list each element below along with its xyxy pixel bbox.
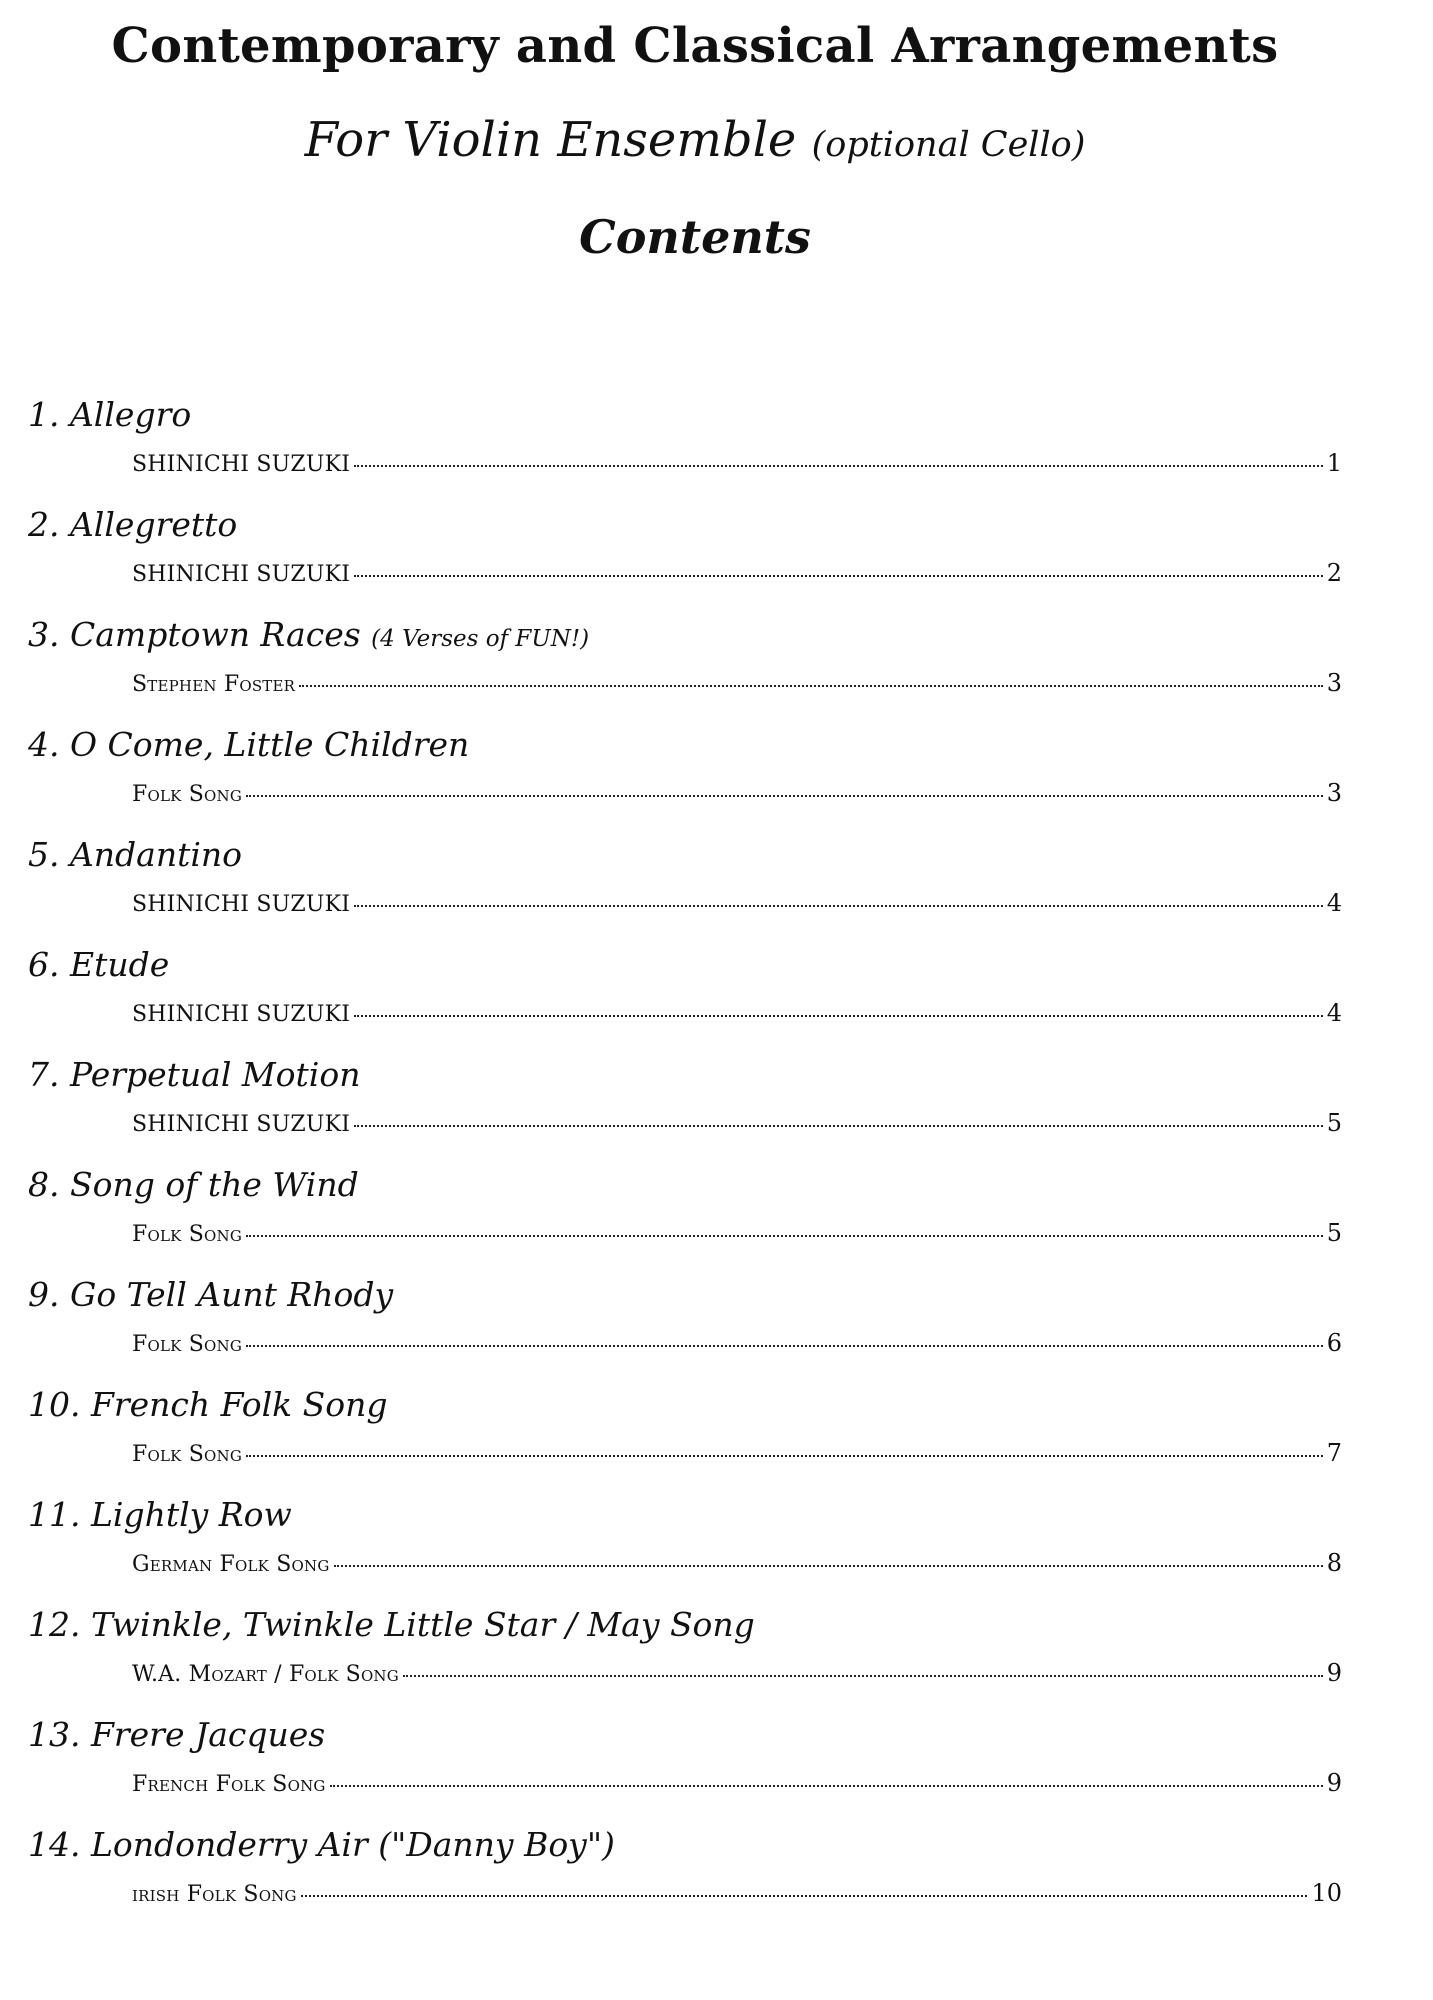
table-of-contents [28,395,1358,1935]
toc-title-text: 13. Frere Jacques [28,1715,326,1754]
dot-leader [299,685,1323,687]
toc-entry-title [28,615,589,654]
dot-leader [354,465,1323,467]
toc-entry-title [28,1825,615,1864]
dot-leader [403,1675,1323,1677]
toc-entry-line [132,1879,1342,1907]
toc-title-text: 10. French Folk Song [28,1385,388,1424]
toc-page-number: 3 [1326,669,1342,697]
toc-composer: SHINICHI SUZUKI [132,892,351,917]
toc-entry-title [28,1055,360,1094]
toc-entry-title [28,835,242,874]
toc-title-text: 2. Allegretto [28,505,238,544]
dot-leader [246,1345,1323,1347]
toc-entry-title [28,1385,388,1424]
toc-entry [28,1385,1358,1495]
toc-entry-line [132,559,1342,587]
toc-entry [28,615,1358,725]
toc-page-number: 9 [1326,1769,1342,1797]
toc-page-number: 5 [1326,1219,1342,1247]
toc-title-text: 8. Song of the Wind [28,1165,359,1204]
toc-entry-line [132,889,1342,917]
toc-composer: SHINICHI SUZUKI [132,562,351,587]
toc-entry-line [132,1219,1342,1247]
dot-leader [246,1455,1323,1457]
toc-composer: irish Folk Song [132,1882,297,1907]
toc-page-number: 6 [1326,1329,1342,1357]
toc-page-number: 7 [1326,1439,1342,1467]
toc-entry [28,725,1358,835]
toc-composer: French Folk Song [132,1772,326,1797]
toc-composer: SHINICHI SUZUKI [132,1112,351,1137]
toc-composer: Stephen Foster [132,672,296,697]
toc-entry [28,1165,1358,1275]
dot-leader [246,795,1323,797]
toc-entry-title [28,1605,755,1644]
toc-entry [28,835,1358,945]
toc-composer: Folk Song [132,1442,242,1467]
toc-entry-line [132,1439,1342,1467]
dot-leader [354,575,1323,577]
dot-leader [354,1015,1323,1017]
toc-entry-line [132,669,1342,697]
toc-composer: German Folk Song [132,1552,330,1577]
toc-page-number: 3 [1326,779,1342,807]
toc-page-number: 2 [1326,559,1342,587]
toc-entry-line [132,779,1342,807]
toc-entry-title [28,725,469,764]
toc-page-number: 8 [1326,1549,1342,1577]
toc-entry-line [132,1549,1342,1577]
toc-composer: Folk Song [132,782,242,807]
contents-heading: Contents [579,210,811,264]
dot-leader [301,1895,1308,1897]
toc-page-number: 5 [1326,1109,1342,1137]
toc-composer: Folk Song [132,1332,242,1357]
toc-title-text: 1. Allegro [28,395,192,434]
toc-entry [28,1605,1358,1715]
toc-entry-title [28,395,191,434]
dot-leader [354,1125,1323,1127]
toc-entry-title [28,1275,393,1314]
subtitle-main: For Violin Ensemble [304,112,797,168]
toc-title-text: 11. Lightly Row [28,1495,292,1534]
toc-title-text: 4. O Come, Little Children [28,725,470,764]
toc-title-text: 6. Etude [28,945,170,984]
toc-title-text: 7. Perpetual Motion [28,1055,361,1094]
toc-entry-line [132,1769,1342,1797]
toc-entry-title [28,1715,325,1754]
toc-composer: SHINICHI SUZUKI [132,452,351,477]
toc-page-number: 9 [1326,1659,1342,1687]
toc-entry-line [132,1329,1342,1357]
toc-title-text: 3. Camptown Races [28,615,361,654]
toc-title-text: 14. Londonderry Air ("Danny Boy") [28,1825,615,1864]
toc-entry-title [28,505,237,544]
toc-entry-line [132,1659,1342,1687]
subtitle-note: (optional Cello) [811,125,1086,165]
dot-leader [334,1565,1323,1567]
toc-entry [28,1055,1358,1165]
toc-entry [28,1275,1358,1385]
toc-title-text: 12. Twinkle, Twinkle Little Star / May Song [28,1605,755,1644]
toc-entry [28,1715,1358,1825]
toc-entry [28,945,1358,1055]
toc-composer: SHINICHI SUZUKI [132,1002,351,1027]
toc-page-number: 4 [1326,889,1342,917]
toc-entry [28,1825,1358,1935]
toc-title-note: (4 Verses of FUN!) [371,626,590,652]
toc-entry-title [28,945,169,984]
dot-leader [246,1235,1323,1237]
toc-composer: Folk Song [132,1222,242,1247]
toc-page-number: 4 [1326,999,1342,1027]
document-title: Contemporary and Classical Arrangements [111,18,1279,74]
toc-title-text: 5. Andantino [28,835,243,874]
toc-entry [28,505,1358,615]
toc-entry-title [28,1495,292,1534]
toc-entry-line [132,1109,1342,1137]
toc-page-number: 10 [1311,1879,1342,1907]
toc-composer: W.A. Mozart / Folk Song [132,1662,399,1687]
toc-entry-line [132,449,1342,477]
dot-leader [330,1785,1323,1787]
toc-entry-title [28,1165,359,1204]
document-subtitle [0,112,1390,168]
toc-entry [28,395,1358,505]
toc-entry [28,1495,1358,1605]
toc-title-text: 9. Go Tell Aunt Rhody [28,1275,394,1314]
toc-page-number: 1 [1326,449,1342,477]
dot-leader [354,905,1323,907]
toc-entry-line [132,999,1342,1027]
